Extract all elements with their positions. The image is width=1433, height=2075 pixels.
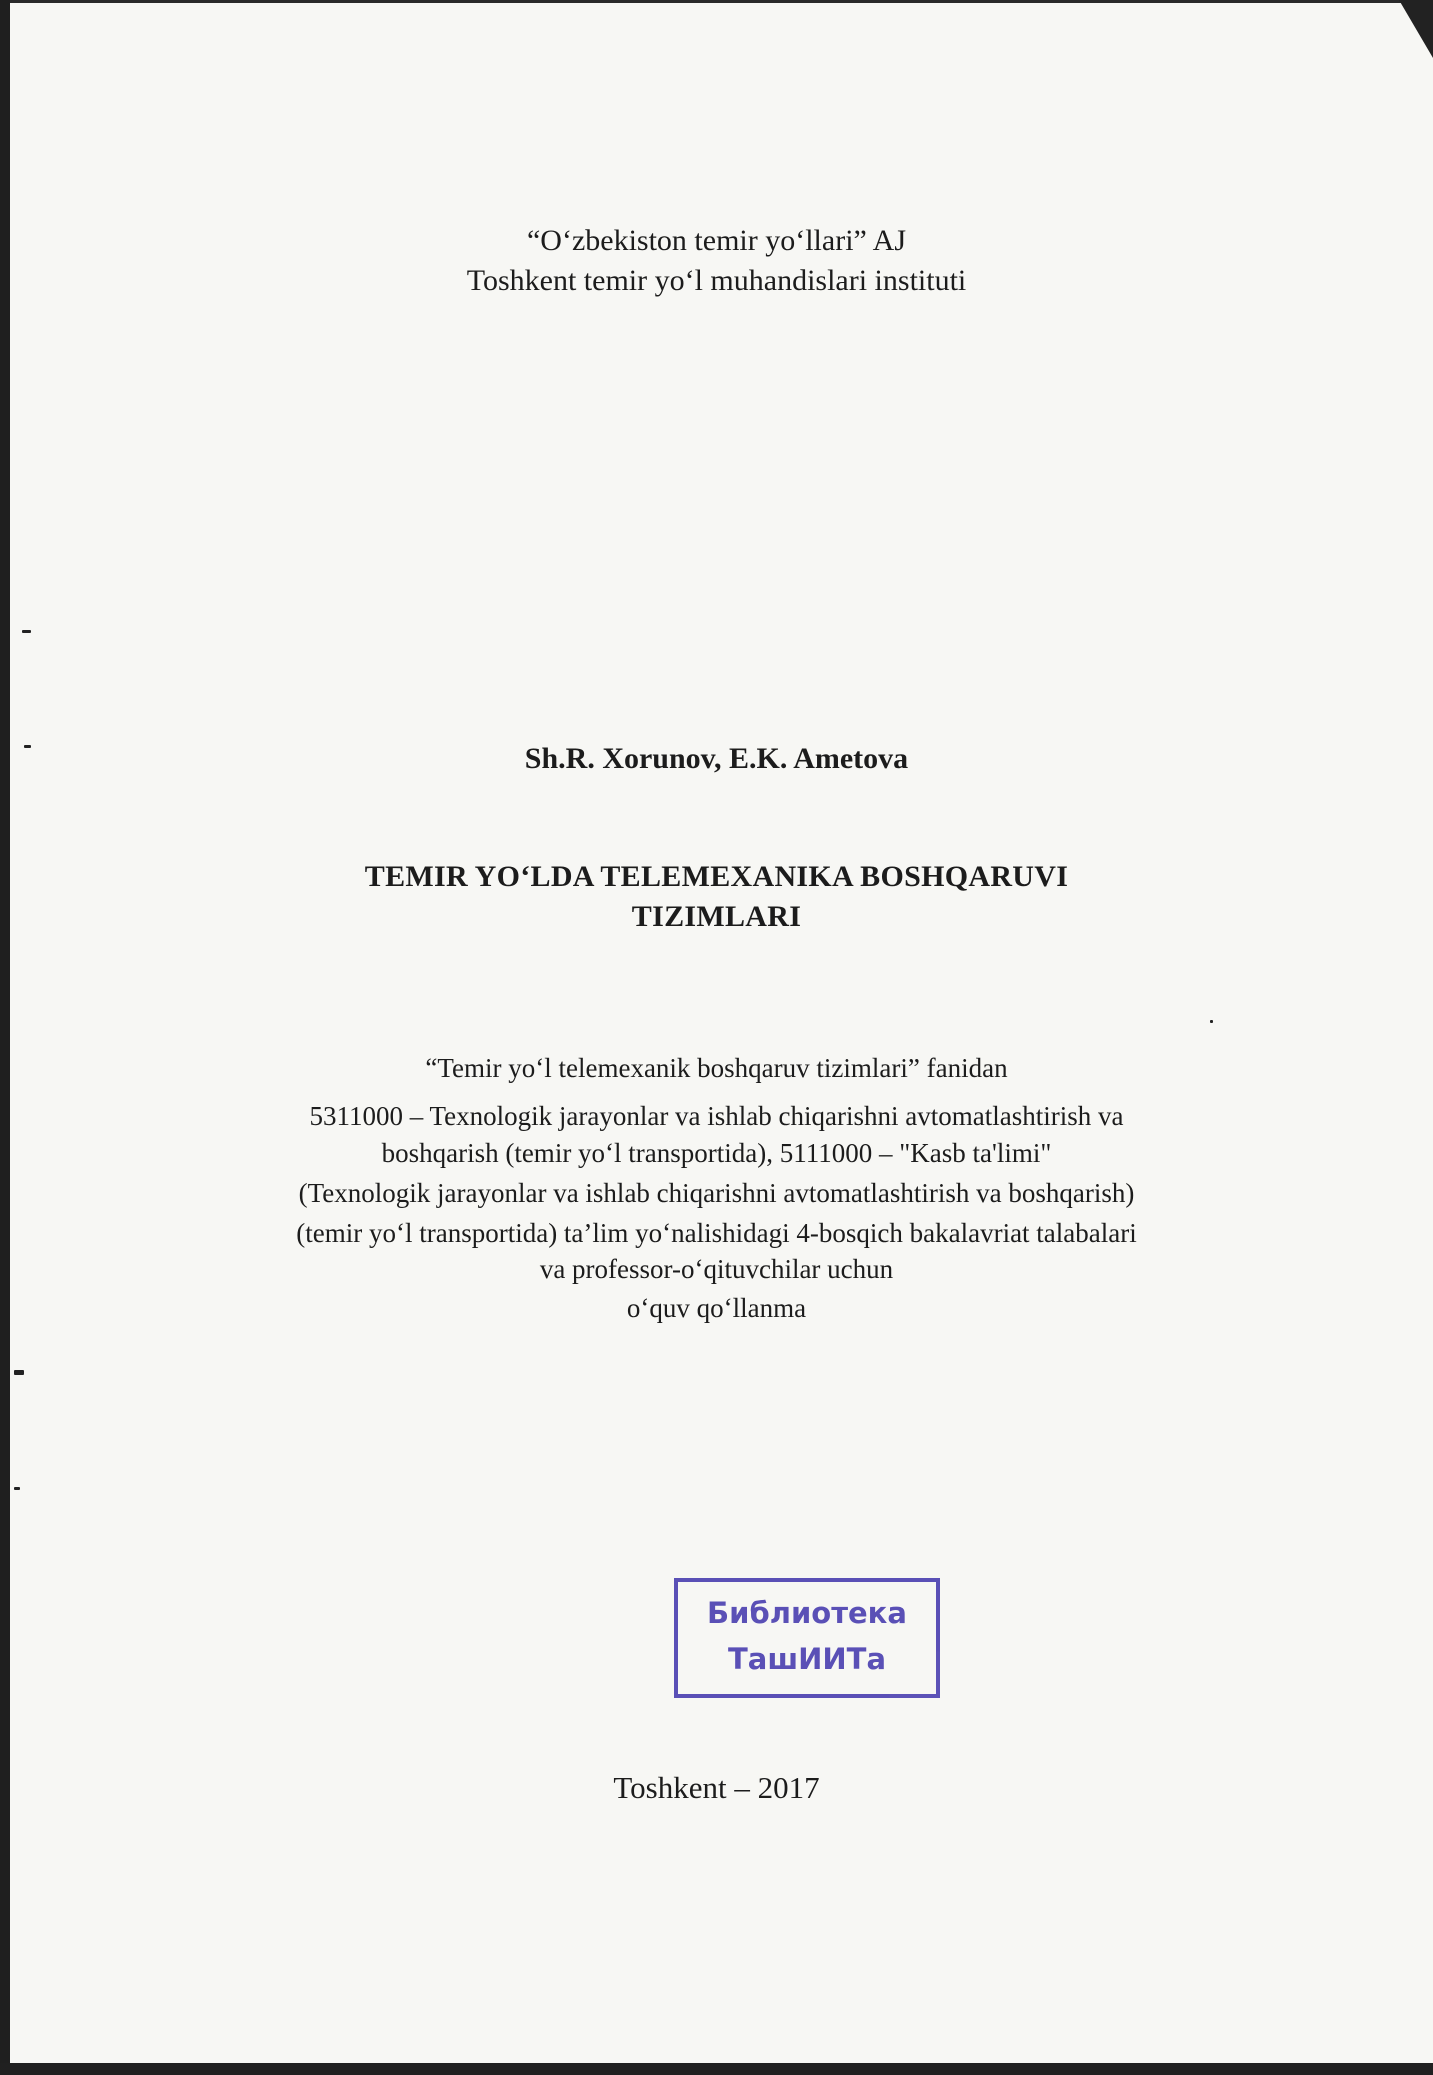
city-year: Toshkent – 2017 (613, 1770, 820, 1805)
description-line: 5311000 – Texnologik jarayonlar va ishlab chiqarishni avtomatlashtirish va (309, 1101, 1124, 1131)
library-stamp (674, 1578, 940, 1698)
stamp-line-2: ТашИИТа (727, 1642, 887, 1676)
scan-edge-top (0, 0, 1433, 3)
organization-name: “O‘zbekiston temir yo‘llari” AJ (526, 224, 907, 257)
scan-speck (14, 1370, 24, 1375)
description-line: va professor-o‘qituvchilar uchun (539, 1254, 894, 1284)
description-line: o‘quv qo‘llanma (626, 1293, 807, 1323)
description-line: (temir yo‘l transportida) ta’lim yo‘nalishidagi 4-bosqich bakalavriat talabalari (296, 1218, 1137, 1248)
scan-speck (22, 630, 31, 633)
description-line: boshqarish (temir yo‘l transportida), 5111000 – "Kasb ta'limi" (381, 1138, 1052, 1168)
scan-edge-bottom (0, 2063, 1433, 2075)
scan-speck (14, 1487, 20, 1490)
description-line: (Texnologik jarayonlar va ishlab chiqarishni avtomatlashtirish va boshqarish) (298, 1178, 1135, 1208)
stamp-line-1: Библиотека (707, 1596, 907, 1630)
title-line-1: TEMIR YO‘LDA TELEMEXANIKA BOSHQARUVI (364, 860, 1069, 893)
title-line-2: TIZIMLARI (631, 900, 802, 933)
folded-corner (1399, 0, 1433, 58)
scan-speck (1210, 1020, 1213, 1023)
description-line: “Temir yo‘l telemexanik boshqaruv tizimlari” fanidan (425, 1053, 1008, 1083)
scan-edge-left (0, 0, 10, 2075)
institute-name: Toshkent temir yo‘l muhandislari instituti (466, 264, 967, 297)
authors: Sh.R. Xorunov, E.K. Ametova (524, 742, 909, 775)
